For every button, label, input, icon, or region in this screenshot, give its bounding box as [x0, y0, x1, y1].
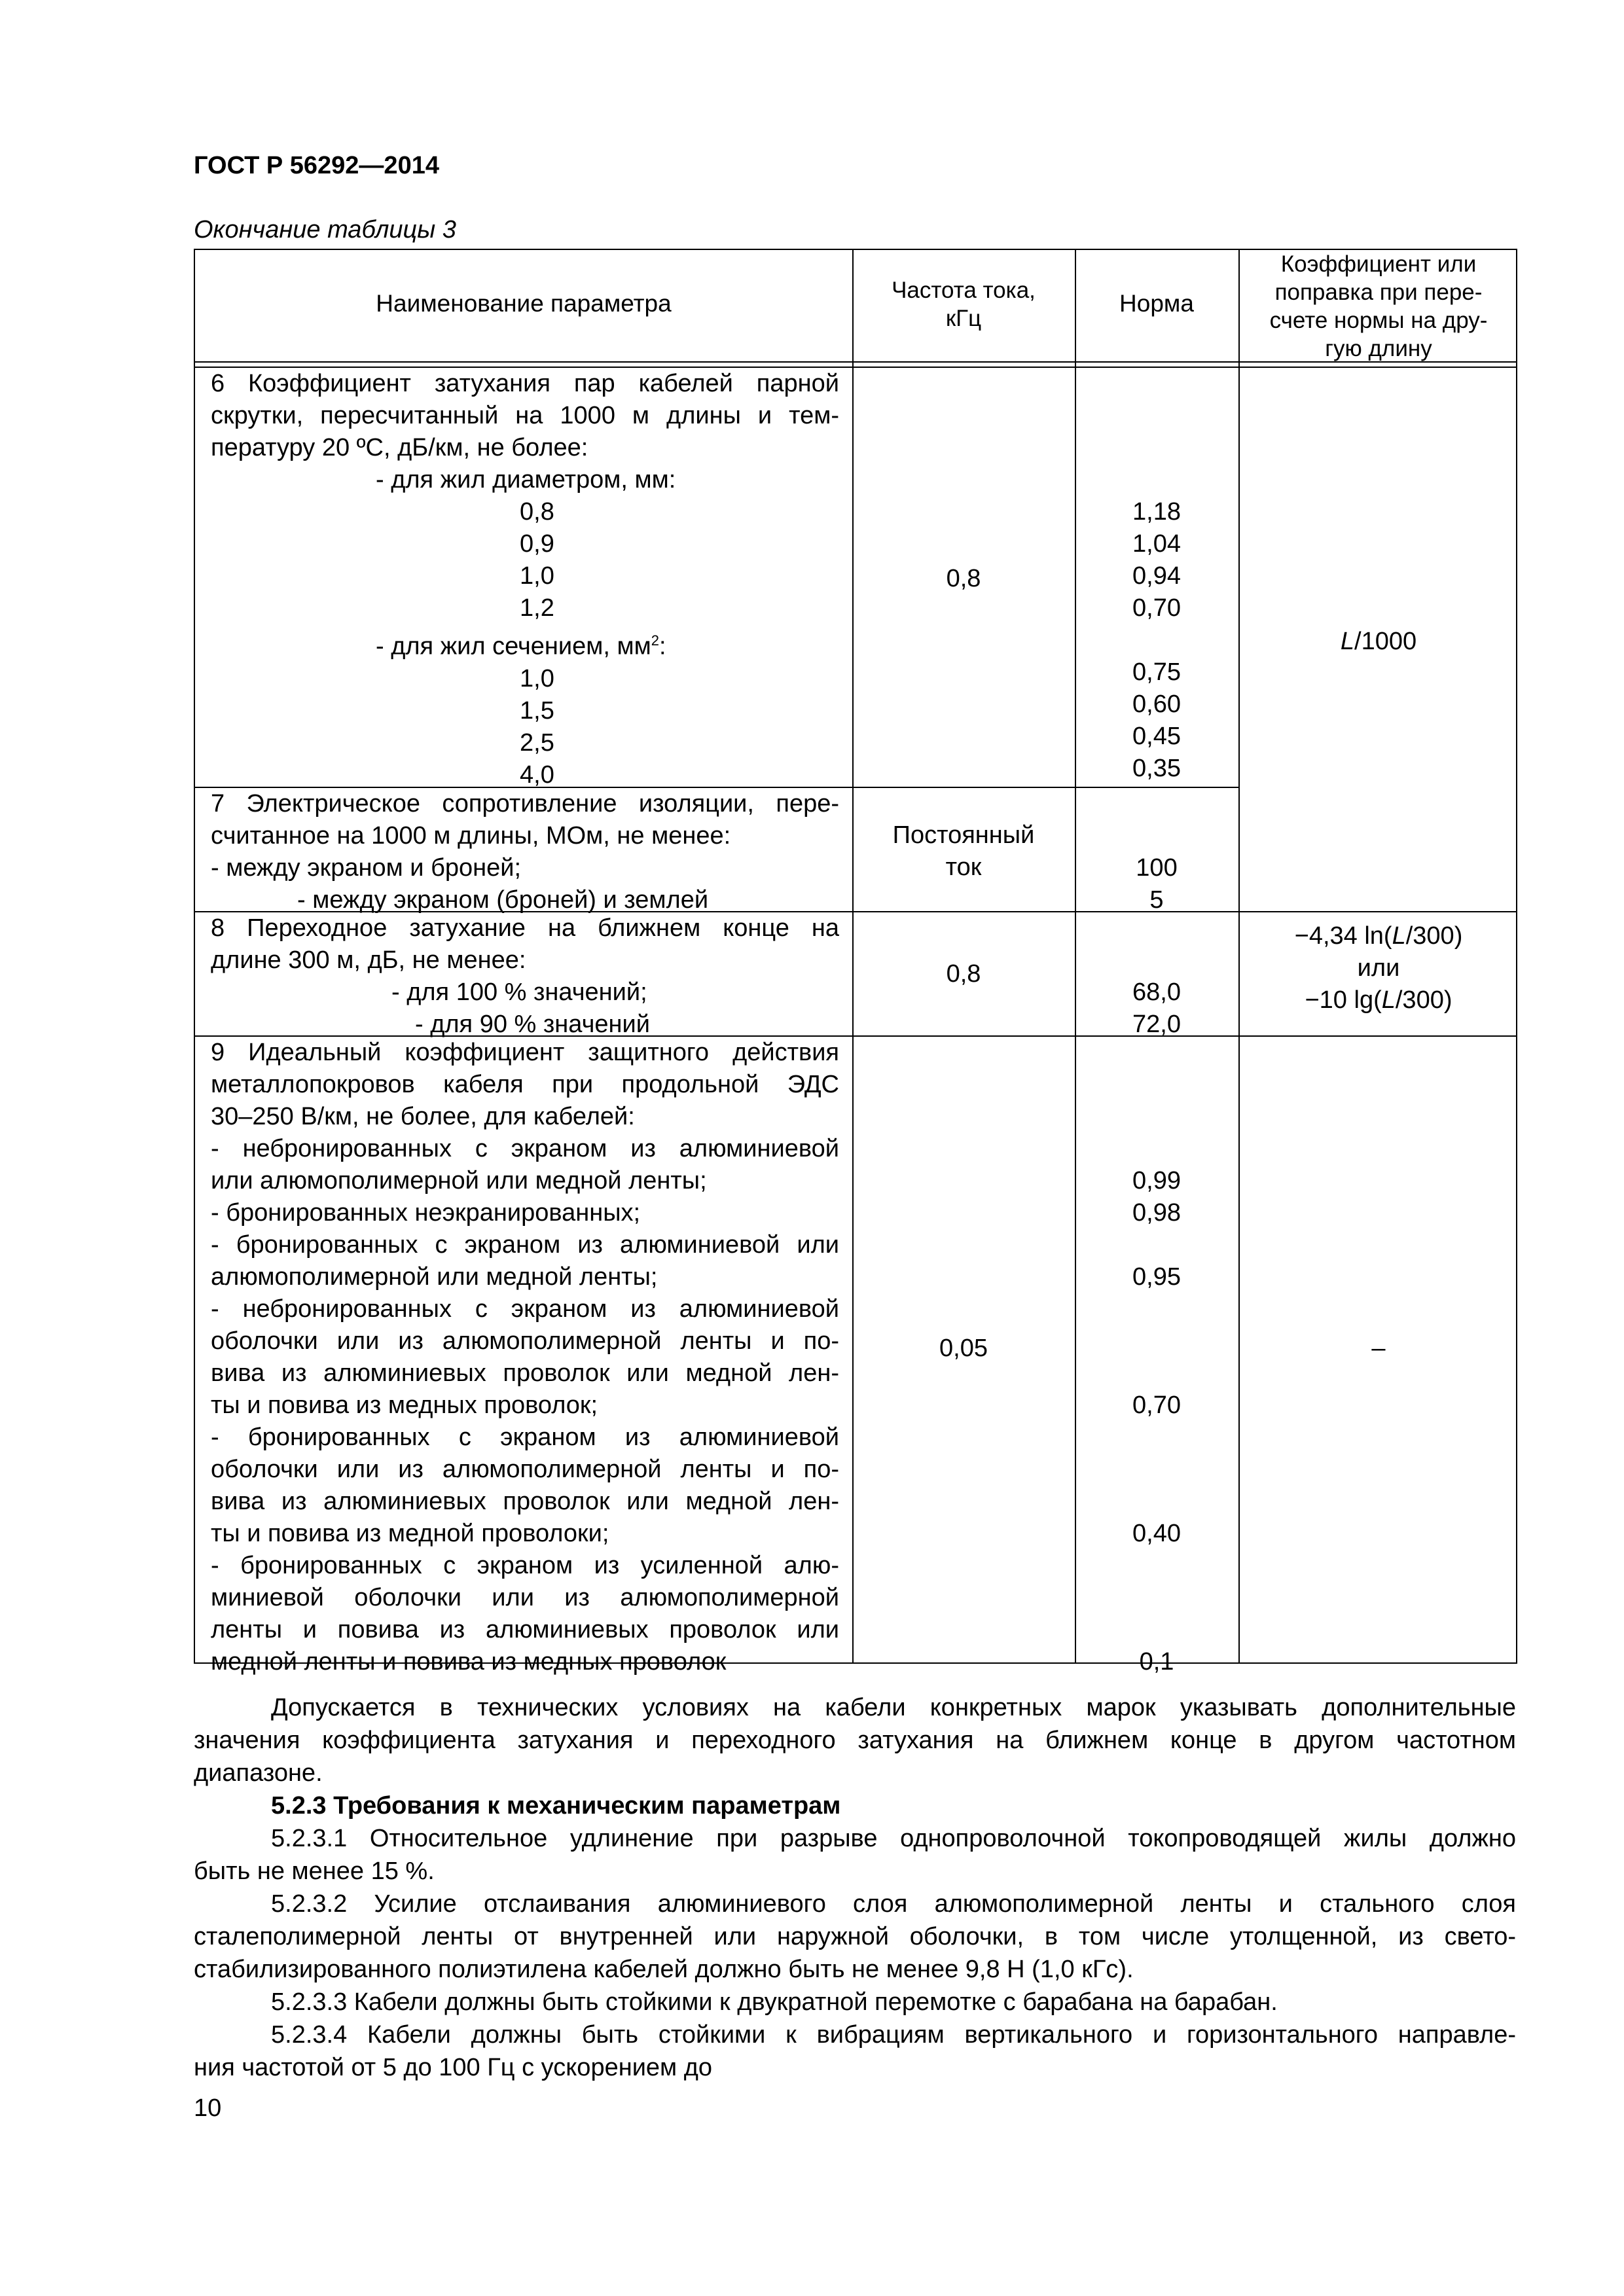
col-header-parameter: Наименование параметра: [376, 290, 672, 317]
paragraph-note: Допускается в технических условиях на кабели конкретных марок указывать дополнительные значения коэффициента затухания и переходного затухания на ближнем конце в другом частотном диапазоне.: [194, 1694, 1516, 1787]
paragraph-5-2-3-3: 5.2.3.3 Кабели должны быть стойкими к двукратной перемотке с барабана на барабан.: [271, 1988, 1278, 2016]
col-header-norm: Норма: [1119, 290, 1194, 317]
row8-parameter: 8 Переходное затухание на ближнем конце на длине 300 м, дБ, не менее: - для 100 % значений; - для 90 % значений: [211, 914, 839, 1038]
paragraph-5-2-3-2: 5.2.3.2 Усилие отслаивания алюминиевого слоя алюмополимерной ленты и стального слоя сталеполимерной ленты от внутренней или наружной оболочки, в том числе утолщенной, из свето- стабилизированного полиэтилена кабелей должно быть не менее 9,8 Н (1,0 кГс).: [194, 1890, 1516, 1983]
row6-frequency: 0,8: [946, 565, 981, 592]
row8-frequency: 0,8: [946, 960, 981, 988]
paragraph-5-2-3-4: 5.2.3.4 Кабели должны быть стойкими к вибрациям вертикального и горизонтального направле- ния частотой от 5 до 100 Гц с ускорением до: [194, 2021, 1516, 2081]
row7-frequency: Постоянный ток: [892, 821, 1035, 881]
row6-norm: 1,18 1,04 0,94 0,70 0,75 0,60 0,45 0,35: [1132, 498, 1181, 782]
paragraph-5-2-3-1: 5.2.3.1 Относительное удлинение при разрыве однопроволочной токопроводящей жилы должно быть не менее 15 %.: [194, 1825, 1516, 1885]
section-heading-5-2-3: 5.2.3 Требования к механическим параметрам: [271, 1792, 841, 1820]
row9-coefficient: –: [1371, 1335, 1386, 1362]
parameters-table: [194, 249, 1517, 1676]
row6-parameter: 6 Коэффициент затухания пар кабелей парной скрутки, пересчитанный на 1000 м длины и тем- пературу 20 ºС, дБ/км, не более: - для жил диаметром, мм: 0,8 0,9 1,0 1,2 - для жил сечением, $мм^2$: 1,0 1,5 2,5 4,0: [211, 370, 839, 789]
col-header-frequency: Частота тока, кГц: [892, 278, 1036, 331]
row8-norm: 68,0 72,0: [1132, 978, 1181, 1038]
row9-parameter: 9 Идеальный коэффициент защитного действия металлопокровов кабеля при продольной ЭДС 30–250 В/км, не более, для кабелей: - небронированных с экраном из алюминиевой или алюмополимерной или медной ленты; - бронированных неэкранированных; - бронированных с экраном из алюминиевой или алюмополимерной или медной ленты; - небронированных с экраном из алюминиевой оболочки или из алюмополимерной ленты и по- вива из алюминиевых проволок или медной лен- ты и повива из медных проволок; - бронированных с экраном из алюминиевой оболочки или из алюмополимерной ленты и по- вива из алюминиевых проволок или медной лен- ты и повива из медной проволоки; - бронированных с экраном из усиленной алю- миниевой оболочки или из алюмополимерной ленты и повива из алюминиевых проволок или медной ленты и повива из медных проволок: [211, 1039, 839, 1676]
page-number: 10: [194, 2094, 222, 2122]
row7-parameter: 7 Электрическое сопротивление изоляции, пере- считанное на 1000 м длины, МОм, не менее: - между экраном и броней; - между экраном (броней) и землей: [211, 790, 839, 914]
col-header-coefficient: Коэффициент или поправка при пере- счете нормы на дру- гую длину: [1269, 251, 1488, 361]
col-divider: [852, 250, 854, 1662]
row9-frequency: 0,05: [939, 1335, 988, 1362]
row8-coefficient: −4,34 ln(L/300) или −10 lg(L/300): [1294, 922, 1463, 1014]
document-header: ГОСТ Р 56292—2014: [194, 152, 439, 179]
table-caption: Окончание таблицы 3: [194, 216, 456, 243]
row9-norm: 0,99 0,98 0,95 0,70 0,40 0,1: [1132, 1167, 1181, 1676]
row6-7-coefficient: L/1000: [1340, 628, 1417, 655]
row7-norm: 100 5: [1136, 854, 1178, 914]
